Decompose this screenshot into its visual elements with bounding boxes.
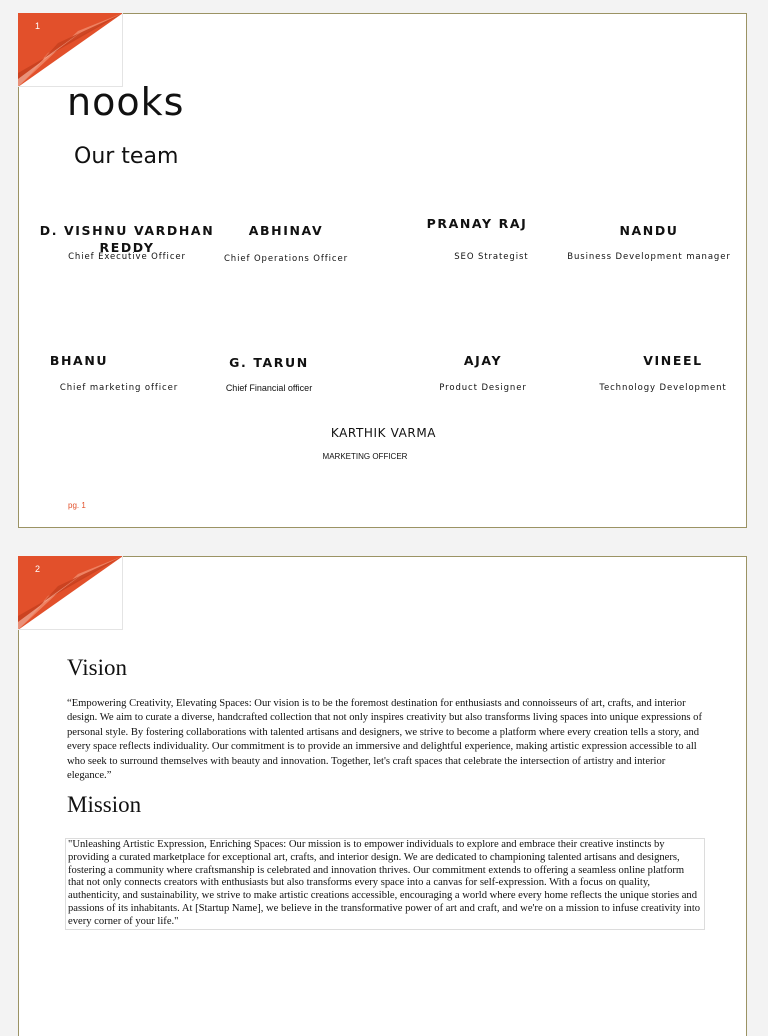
page-footer: pg. 1 xyxy=(68,501,86,510)
corner-ribbon-graphic xyxy=(18,556,123,630)
team-member-card xyxy=(39,222,215,262)
mission-paragraph: "Unleashing Artistic Expression, Enriching Spaces: Our mission is to empower individuals to explore and embrace their creative instincts by providing a curated marketplace for exceptional art, crafts, and interior design. We are dedicated to championing talented artisans and designers, fostering a community where craftsmanship is celebrated and innovation thrives. Our commitment extends to offering a seamless online platform that not only connects creators with enthusiasts but also transforms every space into a canvas for self-expression. With a focus on quality, authenticity, and sustainability, we strive to make artistic creations accessible, encouraging a world where every home reflects the unique stories and passions of its inhabitants. At [Startup Name], we believe in the transformative power of art and craft, and we're on a mission to infuse creativity into every corner of your life." xyxy=(65,838,705,930)
member-role: Chief Executive Officer xyxy=(68,252,186,262)
member-role: Chief Financial officer xyxy=(225,383,313,393)
document-page-1 xyxy=(18,13,747,528)
page-corner-decoration xyxy=(18,556,123,630)
member-role: SEO Strategist xyxy=(454,252,529,262)
member-name: NANDU xyxy=(619,223,679,238)
team-member-card xyxy=(39,352,179,393)
brand-title: nooks xyxy=(67,80,185,124)
member-name: AJAY xyxy=(463,353,503,368)
member-name: PRANAY RAJ xyxy=(426,216,528,231)
vision-heading: Vision xyxy=(67,655,127,680)
document-page-2 xyxy=(18,556,747,1036)
mission-heading: Mission xyxy=(67,792,142,817)
team-member-card xyxy=(417,215,537,262)
member-name: ABHINAV xyxy=(248,223,324,238)
member-name: KARTHIK VARMA xyxy=(330,426,437,440)
team-member-card xyxy=(223,222,349,264)
member-name: G. TARUN xyxy=(229,355,309,370)
team-member-card xyxy=(567,222,731,262)
member-role: Product Designer xyxy=(439,383,527,393)
member-name: VINEEL xyxy=(643,353,703,368)
member-role: MARKETING OFFICER xyxy=(322,452,408,461)
page-number: 2 xyxy=(35,564,41,574)
member-role: Chief Operations Officer xyxy=(223,254,349,264)
team-heading: Our team xyxy=(74,144,179,169)
member-role: Technology Development xyxy=(599,383,727,393)
team-member-card xyxy=(599,352,727,393)
member-role: Business Development manager xyxy=(567,252,731,262)
member-name: D. VISHNU VARDHAN REDDY xyxy=(39,223,215,255)
team-member-card xyxy=(219,354,319,393)
team-member-card xyxy=(433,352,533,393)
page-corner-decoration xyxy=(18,13,123,87)
vision-paragraph: “Empowering Creativity, Elevating Spaces: Our vision is to be the foremost destination for enthusiasts and connoisseurs of art, crafts, and interior design. We aim to curate a diverse, handcrafted collection that not only inspires creativity but also transforms living spaces into unique expressions of personal style. By fostering collaborations with talented artisans and designers, we strive to become a platform where every creation tells a story, and every space reflects individuality. Our commitment is to provide an immersive and delightful experience, making artistic expression accessible to all who seek to surround themselves with beauty and innovation. Together, let's craft spaces that celebrate the intersection of artistry and interior elegance.” xyxy=(67,698,702,782)
member-name: BHANU xyxy=(49,353,109,368)
member-role: Chief marketing officer xyxy=(59,383,179,393)
page-number: 1 xyxy=(35,21,41,31)
corner-ribbon-graphic xyxy=(18,13,123,87)
